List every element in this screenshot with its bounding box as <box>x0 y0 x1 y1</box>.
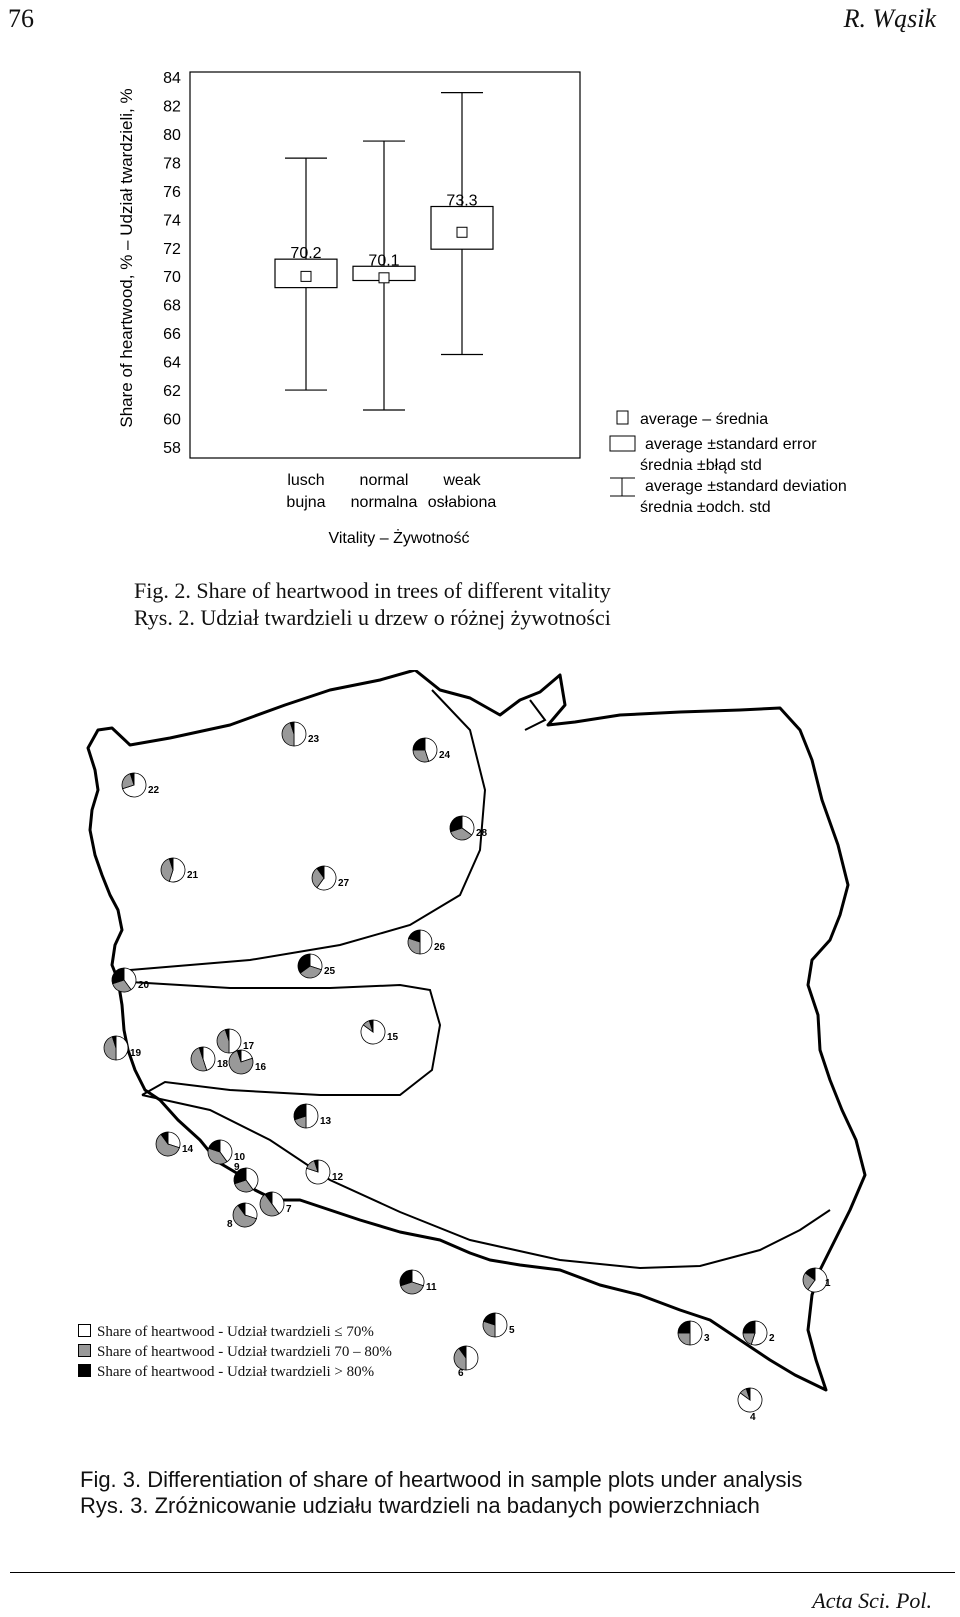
pie-slice-low <box>495 1313 507 1337</box>
plot-label: 12 <box>332 1172 344 1183</box>
plot-label: 10 <box>234 1152 246 1163</box>
pie-plot-6 <box>454 1346 478 1370</box>
pie-plot-19 <box>104 1036 128 1060</box>
plot-label: 17 <box>243 1041 255 1052</box>
box-groups <box>275 93 493 410</box>
y-tick-label: 80 <box>163 126 181 144</box>
x-tick-label-pl: normalna <box>350 494 418 511</box>
pie-plot-25 <box>298 954 322 978</box>
pie-plot-11 <box>400 1270 424 1294</box>
y-tick-labels <box>163 70 181 457</box>
legend-high-text: Share of heartwood - Udział twardzieli > 80% <box>97 1364 375 1380</box>
pie-plot-12 <box>306 1160 330 1184</box>
figure3-caption-en: Fig. 3. Differentiation of share of heartwood in sample plots under analysis <box>80 1467 803 1492</box>
y-tick-label: 62 <box>163 383 181 401</box>
legend-sd-symbol <box>610 478 635 496</box>
plot-label: 6 <box>458 1368 464 1379</box>
pie-slice-high <box>678 1321 690 1333</box>
legend-row-low <box>78 1322 392 1342</box>
figure2-boxplot <box>0 0 960 560</box>
pie-plot-20 <box>112 968 136 992</box>
legend-mean-symbol <box>617 411 628 424</box>
plot-label: 8 <box>227 1219 233 1230</box>
pie-plot-16 <box>229 1050 253 1074</box>
y-tick-label: 74 <box>163 212 181 230</box>
plot-label: 13 <box>320 1116 332 1127</box>
plot-label: 9 <box>234 1162 240 1173</box>
pie-plot-24 <box>413 738 437 762</box>
figure2-caption-pl: Rys. 2. Udział twardzieli u drzew o różnej żywotności <box>134 605 611 630</box>
figure2-caption-en: Fig. 2. Share of heartwood in trees of different vitality <box>134 578 611 603</box>
legend-sd-text-pl: średnia ±odch. std <box>640 499 771 516</box>
mean-marker <box>379 273 389 283</box>
plot-label: 22 <box>148 785 160 796</box>
y-tick-label: 84 <box>163 70 181 87</box>
pie-slice-high <box>743 1321 755 1333</box>
x-tick-label-en: lusch <box>287 472 325 489</box>
plot-label: 3 <box>704 1333 710 1344</box>
pie-plot-1 <box>803 1268 827 1292</box>
pie-slice-mid <box>678 1333 690 1345</box>
plot-label: 11 <box>426 1282 437 1293</box>
plot-label: 14 <box>182 1144 194 1155</box>
y-tick-label: 66 <box>163 326 181 344</box>
box-group-lusch <box>275 158 337 390</box>
plot-labels <box>130 734 831 1423</box>
pie-slice-low <box>466 1346 478 1370</box>
y-tick-label: 68 <box>163 297 181 315</box>
pie-slice-low <box>229 1029 241 1053</box>
plot-label: 21 <box>187 870 199 881</box>
mean-value-label: 70.2 <box>290 245 322 263</box>
pie-plot-7 <box>260 1192 284 1216</box>
pie-plot-13 <box>294 1104 318 1128</box>
legend-row-high <box>78 1362 392 1382</box>
plot-label: 15 <box>387 1032 399 1043</box>
journal-name: Acta Sci. Pol. <box>812 1588 932 1613</box>
box-group-weak <box>431 93 493 355</box>
mean-marker <box>301 271 311 281</box>
pie-plot-5 <box>483 1313 507 1337</box>
mean-value-label: 73.3 <box>446 192 478 210</box>
plot-label: 5 <box>509 1325 515 1336</box>
plot-label: 19 <box>130 1048 142 1059</box>
pie-plot-26 <box>408 930 432 954</box>
pie-plot-8 <box>233 1203 257 1227</box>
legend-row-mid <box>78 1342 392 1362</box>
pie-plot-18 <box>191 1047 215 1071</box>
pie-plot-15 <box>361 1020 385 1044</box>
plot-label: 1 <box>825 1278 831 1289</box>
plot-label: 4 <box>750 1412 756 1423</box>
y-tick-label: 82 <box>163 98 181 116</box>
pie-plot-23 <box>282 722 306 746</box>
pie-plot-21 <box>161 858 185 882</box>
pie-plot-22 <box>122 773 146 797</box>
x-tick-label-pl: bujna <box>286 494 326 511</box>
pie-markers <box>104 722 827 1412</box>
y-axis-title <box>117 88 136 427</box>
legend-se-text-pl: średnia ±błąd std <box>640 457 762 474</box>
pie-plot-27 <box>312 866 336 890</box>
plot-label: 18 <box>217 1059 229 1070</box>
page-number: 76 <box>8 4 34 33</box>
plot-label: 23 <box>308 734 320 745</box>
plot-label: 25 <box>324 966 336 977</box>
plot-label: 7 <box>286 1204 292 1215</box>
pie-slice-low <box>294 722 306 746</box>
y-tick-label: 64 <box>163 354 181 372</box>
x-tick-labels <box>286 472 496 511</box>
legend-swatch-grey <box>78 1344 91 1357</box>
map-legend <box>78 1322 392 1382</box>
legend-mid-text: Share of heartwood - Udział twardzieli 70 – 80% <box>97 1344 392 1360</box>
pie-slice-low <box>420 930 432 954</box>
legend-se-symbol <box>610 436 635 451</box>
pie-plot-4 <box>738 1388 762 1412</box>
x-tick-label-en: normal <box>359 472 409 489</box>
pie-slice-low <box>690 1321 702 1345</box>
legend-se-text: average ±standard error <box>645 436 817 453</box>
figure3-caption-pl: Rys. 3. Zróżnicowanie udziału twardzieli na badanych powierzchniach <box>80 1493 760 1518</box>
pie-plot-17 <box>217 1029 241 1053</box>
plot-label: 28 <box>476 828 488 839</box>
pie-plot-10 <box>208 1140 232 1164</box>
poland-outline <box>88 670 865 1390</box>
plot-label: 26 <box>434 942 446 953</box>
legend-swatch-black <box>78 1364 91 1377</box>
footer-rule <box>10 1572 955 1573</box>
legend-sd-text: average ±standard deviation <box>645 478 847 495</box>
y-tick-label: 78 <box>163 155 181 173</box>
pie-plot-28 <box>450 816 474 840</box>
pie-plot-14 <box>156 1132 180 1156</box>
boxplot-legend <box>610 411 847 516</box>
y-tick-label: 72 <box>163 240 181 258</box>
pie-slice-low <box>306 1104 318 1128</box>
plot-label: 16 <box>255 1062 267 1073</box>
mean-value-label: 70.1 <box>368 252 400 270</box>
y-tick-label: 70 <box>163 269 181 287</box>
x-axis-label: Vitality – Żywotność <box>328 530 470 547</box>
author-header: R. Wąsik <box>843 4 936 33</box>
y-tick-label: 76 <box>163 183 181 201</box>
pie-plot-3 <box>678 1321 702 1345</box>
pie-slice-high <box>413 738 425 750</box>
plot-label: 24 <box>439 750 451 761</box>
plot-label: 20 <box>138 980 150 991</box>
pie-plot-2 <box>743 1321 767 1345</box>
x-tick-label-pl: osłabiona <box>427 494 497 511</box>
x-tick-label-en: weak <box>443 472 481 489</box>
legend-mean-text: average – średnia <box>640 411 769 428</box>
y-tick-label: 60 <box>163 411 181 429</box>
mean-marker <box>457 227 467 237</box>
legend-swatch-white <box>78 1324 91 1337</box>
plot-label: 2 <box>769 1333 775 1344</box>
legend-low-text: Share of heartwood - Udział twardzieli ≤ 70% <box>97 1324 374 1340</box>
plot-label: 27 <box>338 878 350 889</box>
y-axis-label: Share of heartwood, % – Udział twardzieli, % <box>117 88 136 428</box>
y-tick-label: 58 <box>163 440 181 457</box>
box-group-normal <box>353 141 415 410</box>
